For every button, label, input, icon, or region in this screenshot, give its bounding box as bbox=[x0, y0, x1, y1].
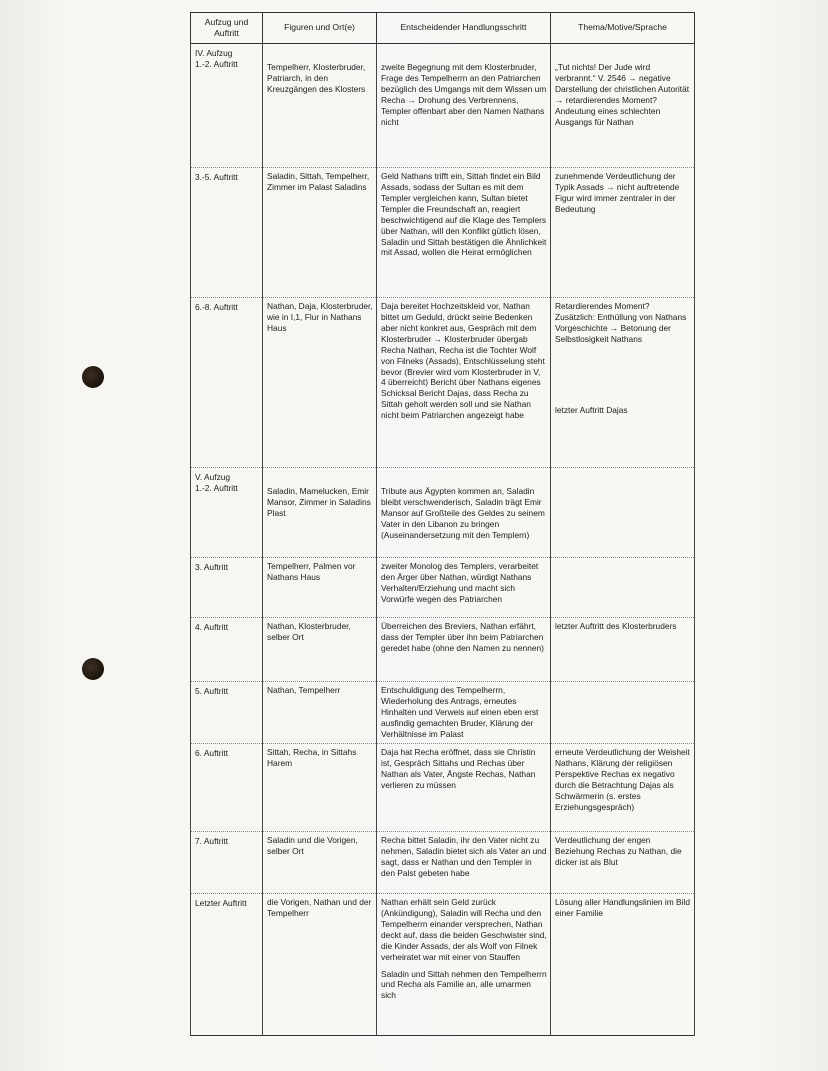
scene-label: 7. Auftritt bbox=[195, 836, 229, 846]
table-row bbox=[191, 744, 695, 832]
scene-label: 5. Auftritt bbox=[195, 686, 229, 696]
table-row bbox=[191, 558, 695, 618]
punch-hole bbox=[82, 366, 104, 388]
figures-cell: Nathan, Daja, Klosterbruder, wie in I,1, Flur in Nathans Haus bbox=[263, 298, 377, 468]
scene-overview-table bbox=[190, 12, 695, 1036]
scene-cell bbox=[191, 168, 263, 298]
header-theme: Thema/Motive/Sprache bbox=[551, 13, 695, 44]
act-label: IV. Aufzug bbox=[195, 48, 233, 58]
theme-cell: zunehmende Verdeutlichung der Typik Assads → nicht auftretende Figur wird immer zentraler in der Bedeutung bbox=[551, 168, 695, 298]
scene-cell bbox=[191, 744, 263, 832]
table-row bbox=[191, 682, 695, 744]
table-row bbox=[191, 298, 695, 468]
scene-cell bbox=[191, 44, 263, 168]
scene-label: 1.-2. Auftritt bbox=[195, 58, 238, 69]
scene-cell bbox=[191, 558, 263, 618]
table-row bbox=[191, 894, 695, 1036]
act-label: V. Aufzug bbox=[195, 472, 231, 482]
theme-cell: letzter Auftritt des Klosterbruders bbox=[551, 618, 695, 682]
figures-cell: Tempelherr, Palmen vor Nathans Haus bbox=[263, 558, 377, 618]
theme-cell bbox=[551, 468, 695, 558]
theme-cell: erneute Verdeutlichung der Weisheit Nathans, Klärung der religiösen Perspektive Rechas ex negativo durch die Betrachtung Dajas als Schwärmerin (s. erstes Erziehungsgespräch) bbox=[551, 744, 695, 832]
scene-label: 3. Auftritt bbox=[195, 562, 229, 572]
scene-cell bbox=[191, 832, 263, 894]
figures-cell: Sittah, Recha, in Sittahs Harem bbox=[263, 744, 377, 832]
action-cell: Geld Nathans trifft ein, Sittah findet ein Bild Assads, sodass der Sultan es mit dem Templer vergleichen kann, Sultan bietet Templer die Freundschaft an, reagiert beschwichtigend auf die Klage des Templers über Nathan, will den Konflikt gütlich lösen, Saladin und Sittah bestätigen die Ähnlichkeit mit Assad, wollen die Heirat ermöglichen bbox=[377, 168, 551, 298]
scene-label: Letzter Auftritt bbox=[195, 898, 247, 908]
table-row bbox=[191, 44, 695, 168]
scene-label: 3.-5. Auftritt bbox=[195, 172, 238, 182]
scene-cell bbox=[191, 298, 263, 468]
theme-cell bbox=[551, 682, 695, 744]
action-text: Nathan erhält sein Geld zurück (Ankündigung), Saladin will Recha und den Tempelherrn einander versprechen, Nathan deckt auf, dass die beiden Geschwister sind, die Kinder Assads, der als Wolf von Filnek verheiratet war mit einer von Stauffen bbox=[381, 897, 547, 962]
action-cell: zweite Begegnung mit dem Klosterbruder, Frage des Tempelherrn an den Patriarchen bezüglich des Umgangs mit dem Wissen um Recha → Drohung des Verbrennens, Templer offenbart aber den Namen Nathans nicht bbox=[377, 44, 551, 168]
action-cell: Entschuldigung des Tempelherrn, Wiederholung des Antrags, erneutes Hinhalten und Verweis auf einen eben erst ausfindig gemachten Bruder, Klärung der Verhältnisse im Palast bbox=[377, 682, 551, 744]
table-row bbox=[191, 832, 695, 894]
action-cell: zweiter Monolog des Templers, verarbeitet den Ärger über Nathan, würdigt Nathans Verhalten/Erziehung und macht sich Vorwürfe wegen des Patriarchen bbox=[377, 558, 551, 618]
figures-cell: Tempelherr, Klosterbruder, Patriarch, in den Kreuzgängen des Klosters bbox=[263, 44, 377, 168]
theme-cell: Verdeutlichung der engen Beziehung Rechas zu Nathan, die dicker ist als Blut bbox=[551, 832, 695, 894]
action-cell: Recha bittet Saladin, ihr den Vater nicht zu nehmen, Saladin bietet sich als Vater an und sagt, dass er Nathan und den Templer in den Palst gebeten habe bbox=[377, 832, 551, 894]
scene-cell bbox=[191, 682, 263, 744]
theme-text: Retardierendes Moment? Zusätzlich: Enthüllung von Nathans Vorgeschichte → Betonung der Selbstlosigkeit Nathans bbox=[555, 301, 687, 344]
action-text-continued: Saladin und Sittah nehmen den Tempelherrn und Recha als Familie an, alle umarmen sich bbox=[381, 968, 547, 1001]
table-row bbox=[191, 468, 695, 558]
theme-cell bbox=[551, 558, 695, 618]
header-figures-place: Figuren und Ort(e) bbox=[263, 13, 377, 44]
action-cell: Daja bereitet Hochzeitskleid vor, Nathan bittet um Geduld, drückt seine Bedenken aber nicht konkret aus, Gespräch mit dem Klosterbruder → Klosterbruder übergab Recha Nathan, Recha ist die Tochter Wolf von Filneks (Assads), Entschlüsselung steht bevor (Brevier wird vom Klosterbruder in V, 4 überreicht) Bericht über Nathans eigenes Schicksal Bericht Dajas, dass Recha zu Sittah geholt werden soll und sie Nathan nicht beim Patriarchen angezeigt habe bbox=[377, 298, 551, 468]
scene-cell bbox=[191, 894, 263, 1036]
scene-label: 6.-8. Auftritt bbox=[195, 302, 238, 312]
theme-cell: „Tut nichts! Der Jude wird verbrannt.“ V. 2546 → negative Darstellung der christlichen Autorität → retardierendes Moment? Andeutung eines schlechten Ausgangs für Nathan bbox=[551, 44, 695, 168]
table-header-row bbox=[191, 13, 695, 44]
punch-hole bbox=[82, 658, 104, 680]
action-cell: Daja hat Recha eröffnet, dass sie Christin ist, Gespräch Sittahs und Rechas über Nathan als Vater, Ängste Rechas, Nathan verlieren zu müssen bbox=[377, 744, 551, 832]
scene-cell bbox=[191, 618, 263, 682]
action-cell: Tribute aus Ägypten kommen an, Saladin bleibt verschwenderisch, Saladin trägt Emir Mansor auf Großteile des Geldes zu seinem Vater in den Libanon zu bringen (Auseinandersetzung mit den Templern) bbox=[377, 468, 551, 558]
scene-label: 1.-2. Auftritt bbox=[195, 482, 238, 493]
action-cell bbox=[377, 894, 551, 1036]
action-cell: Überreichen des Breviers, Nathan erfährt, dass der Templer über ihn beim Patriarchen geredet habe (ohne den Namen zu nennen) bbox=[377, 618, 551, 682]
theme-cell bbox=[551, 298, 695, 468]
theme-note: letzter Auftritt Dajas bbox=[555, 404, 628, 415]
table-row bbox=[191, 618, 695, 682]
figures-cell: Nathan, Tempelherr bbox=[263, 682, 377, 744]
scene-label: 6. Auftritt bbox=[195, 748, 229, 758]
table-row bbox=[191, 168, 695, 298]
figures-cell: Saladin, Sittah, Tempelherr, Zimmer im Palast Saladins bbox=[263, 168, 377, 298]
scene-label: 4. Auftritt bbox=[195, 622, 229, 632]
figures-cell: die Vorigen, Nathan und der Tempelherr bbox=[263, 894, 377, 1036]
scene-cell bbox=[191, 468, 263, 558]
theme-cell: Lösung aller Handlungslinien im Bild einer Familie bbox=[551, 894, 695, 1036]
figures-cell: Saladin und die Vorigen, selber Ort bbox=[263, 832, 377, 894]
figures-cell: Nathan, Klosterbruder, selber Ort bbox=[263, 618, 377, 682]
header-act-scene: Aufzug und Auftritt bbox=[191, 13, 263, 44]
figures-cell: Saladin, Mamelucken, Emir Mansor, Zimmer in Saladins Plast bbox=[263, 468, 377, 558]
header-plot-step: Entscheidender Handlungsschritt bbox=[377, 13, 551, 44]
